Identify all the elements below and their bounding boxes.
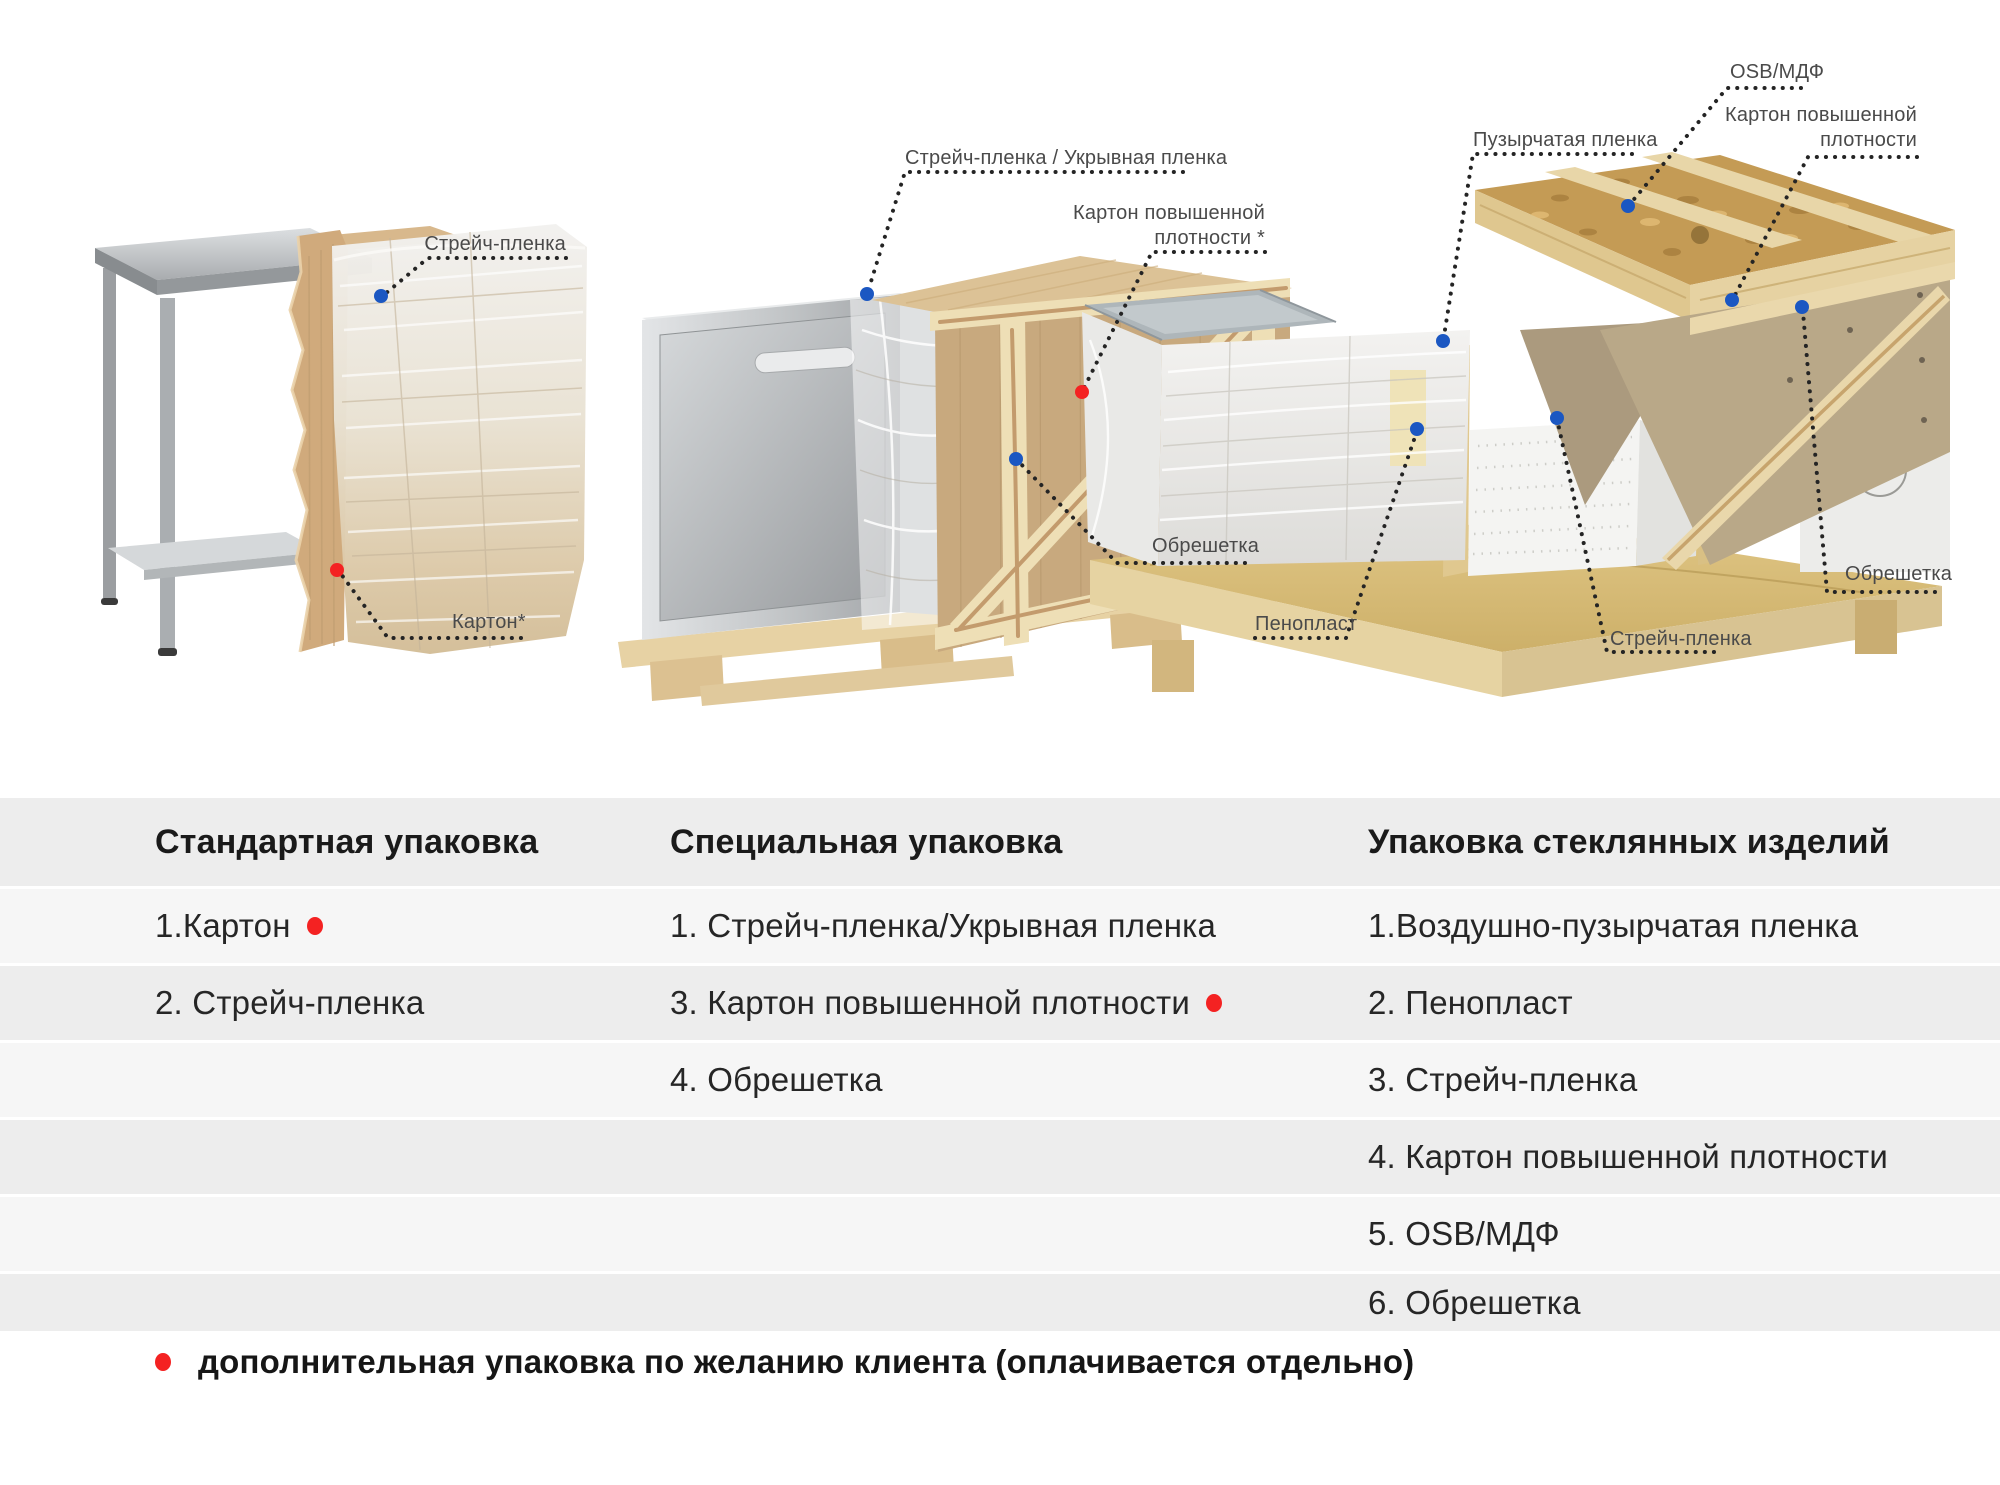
cell-special-1 bbox=[670, 889, 1340, 963]
red-dot-icon bbox=[307, 917, 323, 935]
callout-label-stretch-film-glass: Стрейч-пленка bbox=[1610, 628, 1752, 650]
header-standard-packaging bbox=[155, 798, 645, 886]
table-row bbox=[0, 1197, 2000, 1271]
callout-label-crate-glass: Обрешетка bbox=[1845, 563, 1953, 585]
cell-text: 2. Пенопласт bbox=[1368, 984, 1573, 1021]
cell-text: 4. Картон повышенной плотности bbox=[1368, 1138, 1888, 1175]
callout-label-dense-carton-glass: Картон повышенной плотности bbox=[1724, 104, 1917, 151]
table-row bbox=[0, 1274, 2000, 1331]
header-text: Специальная упаковка bbox=[670, 822, 1063, 861]
cell-glass-3 bbox=[1368, 1043, 1988, 1117]
cell-special-2 bbox=[670, 966, 1340, 1040]
red-dot-icon bbox=[155, 1353, 171, 1371]
cell-text: 5. OSB/МДФ bbox=[1368, 1215, 1560, 1252]
callout-label-stretch-film: Стрейч-пленка bbox=[424, 233, 566, 255]
callout-label-osb-mdf: OSB/МДФ bbox=[1730, 61, 1825, 83]
cell-text: 6. Обрешетка bbox=[1368, 1283, 1581, 1321]
table-row bbox=[0, 966, 2000, 1040]
cell-text: 1. Стрейч-пленка/Укрывная пленка bbox=[670, 907, 1217, 944]
cell-glass-4 bbox=[1368, 1120, 1988, 1194]
cell-text: 3. Картон повышенной плотности bbox=[670, 984, 1190, 1021]
cell-special-3 bbox=[670, 1043, 1340, 1117]
cell-text: 3. Стрейч-пленка bbox=[1368, 1061, 1638, 1098]
footnote-text: дополнительная упаковка по желанию клиента (оплачивается отдельно) bbox=[198, 1343, 1415, 1380]
cell-glass-1 bbox=[1368, 889, 1988, 963]
cell-glass-5 bbox=[1368, 1197, 1988, 1271]
photo-standard-packaging bbox=[95, 224, 587, 656]
cell-glass-6 bbox=[1368, 1274, 1988, 1331]
cell-text: 1.Картон bbox=[155, 907, 291, 944]
cell-text: 1.Воздушно-пузырчатая пленка bbox=[1368, 907, 1859, 944]
cell-text: 4. Обрешетка bbox=[670, 1061, 883, 1098]
header-text: Стандартная упаковка bbox=[155, 822, 539, 861]
footnote bbox=[155, 1342, 1414, 1382]
callout-label-bubble-film: Пузырчатая пленка bbox=[1473, 129, 1658, 151]
callout-label-crate: Обрешетка bbox=[1152, 535, 1260, 557]
table-header-row bbox=[0, 798, 2000, 886]
callout-label-dense-carton: Картон повышенной плотности * bbox=[1072, 202, 1265, 249]
table-row bbox=[0, 1043, 2000, 1117]
callout-label-stretch-or-cover-film: Стрейч-пленка / Укрывная пленка bbox=[905, 147, 1228, 169]
red-dot-icon bbox=[1206, 994, 1222, 1012]
cell-text: 2. Стрейч-пленка bbox=[155, 984, 425, 1021]
header-text: Упаковка стеклянных изделий bbox=[1368, 822, 1890, 861]
cell-standard-2 bbox=[155, 966, 645, 1040]
cell-standard-1 bbox=[155, 889, 645, 963]
header-glass-packaging bbox=[1368, 798, 1988, 886]
header-special-packaging bbox=[670, 798, 1340, 886]
callout-label-carton: Картон* bbox=[452, 611, 526, 633]
callout-label-foam: Пенопласт bbox=[1255, 613, 1358, 635]
table-row bbox=[0, 889, 2000, 963]
table-row bbox=[0, 1120, 2000, 1194]
cell-glass-2 bbox=[1368, 966, 1988, 1040]
